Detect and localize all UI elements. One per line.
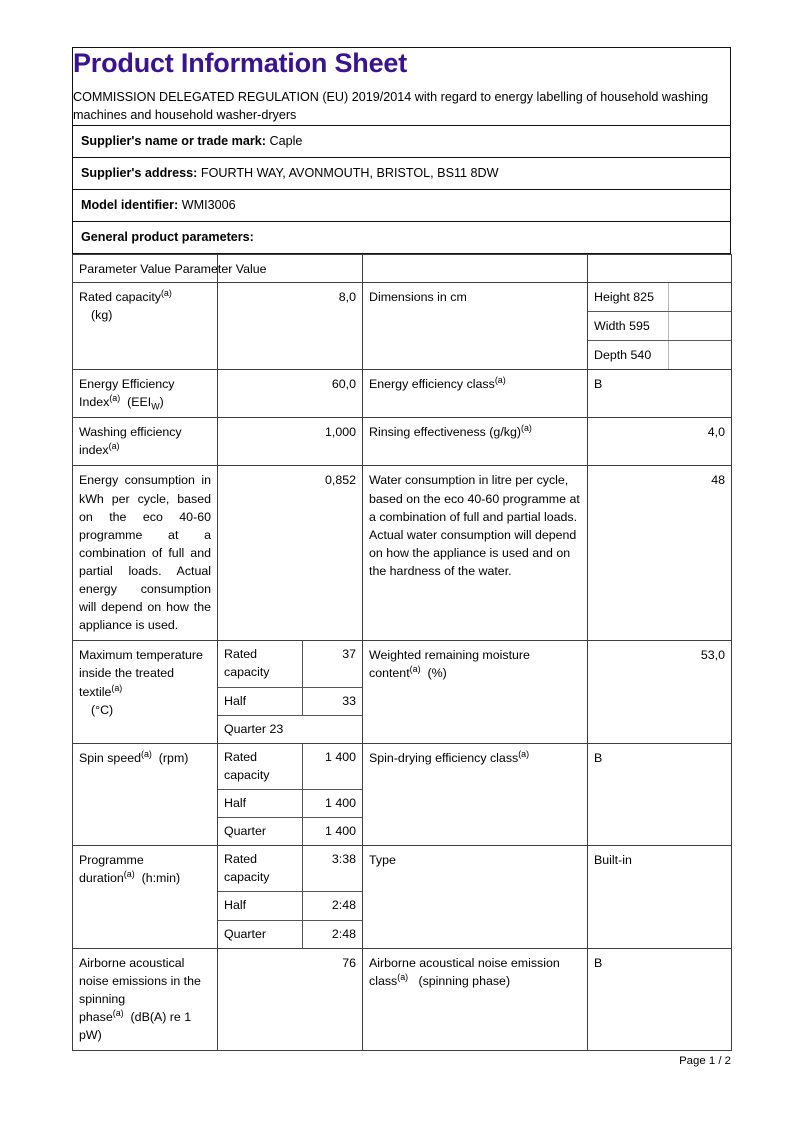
table-row-eei	[73, 369, 732, 417]
supplier-address-row	[73, 157, 731, 189]
dimension-depth-label: Depth	[594, 347, 628, 362]
column-header-row	[73, 254, 732, 282]
document-page	[72, 47, 731, 1051]
moisture-content-footnote: (a)	[409, 664, 421, 675]
rated-capacity-footnote: (a)	[160, 287, 172, 298]
dimensions-table	[588, 283, 731, 369]
type-value: Built-in	[588, 846, 732, 948]
general-parameters-cell	[73, 221, 731, 253]
max-temperature-param	[73, 641, 218, 743]
rinsing-effectiveness-param	[363, 418, 588, 466]
subrow-duration-rated-capacity-value: 3:38	[303, 846, 363, 892]
page-number: Page 1 / 2	[679, 1055, 731, 1067]
table-row-washing-efficiency	[73, 418, 732, 466]
dimensions-value-cell	[588, 282, 732, 369]
subrow-spin-rated-capacity-value: 1 400	[303, 744, 363, 790]
table-row-airborne-noise	[73, 948, 732, 1051]
airborne-noise-unit: (dB(A) re 1 pW)	[79, 1010, 192, 1043]
supplier-address-label: Supplier's address:	[81, 165, 198, 180]
model-identifier-label: Model identifier:	[81, 197, 179, 212]
dimensions-param: Dimensions in cm	[363, 282, 588, 369]
supplier-address-value: FOURTH WAY, AVONMOUTH, BRISTOL, BS11 8DW	[200, 165, 499, 180]
spin-speed-unit: (rpm)	[158, 750, 189, 765]
dimension-height-label: Height	[594, 289, 630, 304]
max-temperature-subtable-cell	[218, 641, 363, 743]
washing-efficiency-value: 1,000	[218, 418, 363, 466]
energy-class-param	[363, 369, 588, 417]
spin-drying-class-label: Spin-drying efficiency class	[369, 750, 519, 765]
washing-efficiency-footnote: (a)	[108, 441, 120, 452]
noise-class-param	[363, 948, 588, 1051]
moisture-content-value: 53,0	[588, 641, 732, 743]
title-cell	[73, 48, 731, 126]
table-row-spin-speed	[73, 743, 732, 845]
eei-suffix2: )	[159, 395, 164, 410]
dimension-row-depth	[588, 340, 731, 369]
supplier-name-label: Supplier's name or trade mark:	[81, 133, 266, 148]
noise-class-value: B	[588, 948, 732, 1051]
spin-drying-class-value: B	[588, 743, 732, 845]
dimension-width-spill	[669, 311, 732, 340]
dimension-height-value: 825	[633, 289, 654, 304]
subrow-quarter	[218, 715, 362, 743]
supplier-address-cell	[73, 157, 731, 189]
energy-consumption-value: 0,852	[218, 466, 363, 641]
programme-duration-unit: (h:min)	[141, 871, 181, 886]
table-row-rated-capacity	[73, 282, 732, 369]
subrow-half	[218, 687, 362, 715]
airborne-noise-footnote: (a)	[112, 1007, 124, 1018]
column-header-spacer-3	[588, 254, 732, 282]
subrow-spin-quarter-label: Quarter	[218, 818, 303, 846]
subrow-rated-capacity-label: Rated capacity	[218, 641, 303, 687]
supplier-name-value: Caple	[269, 133, 303, 148]
washing-efficiency-param	[73, 418, 218, 466]
moisture-content-param	[363, 641, 588, 743]
max-temperature-footnote: (a)	[111, 682, 123, 693]
subrow-quarter-label: Quarter	[224, 721, 267, 736]
dimension-row-height	[588, 283, 731, 312]
subrow-spin-rated-capacity	[218, 744, 362, 790]
energy-class-footnote: (a)	[494, 374, 506, 385]
subrow-spin-quarter-value: 1 400	[303, 818, 363, 846]
spin-speed-param	[73, 743, 218, 845]
type-param: Type	[363, 846, 588, 948]
general-parameters-row	[73, 221, 731, 253]
supplier-name-row	[73, 125, 731, 157]
page-footer	[72, 1055, 731, 1067]
airborne-noise-param	[73, 948, 218, 1051]
rated-capacity-param	[73, 282, 218, 369]
rated-capacity-label: Rated capacity	[79, 289, 161, 304]
airborne-noise-value: 76	[218, 948, 363, 1051]
subrow-spin-half-value: 1 400	[303, 790, 363, 818]
subrow-quarter-value: 23	[269, 721, 284, 736]
rated-capacity-value: 8,0	[218, 282, 363, 369]
rated-capacity-unit: (kg)	[91, 307, 113, 322]
spin-drying-class-footnote: (a)	[518, 748, 530, 759]
eei-value: 60,0	[218, 369, 363, 417]
column-header-cell	[73, 254, 267, 282]
subrow-spin-quarter	[218, 818, 362, 846]
header-table	[72, 47, 731, 254]
max-temperature-label: Maximum temperature inside the treated textile	[79, 648, 203, 699]
spin-speed-subtable-cell	[218, 743, 363, 845]
washing-efficiency-label: Washing efficiency index	[79, 425, 182, 458]
subrow-duration-quarter-value: 2:48	[303, 920, 363, 948]
dimension-height-spill	[669, 283, 732, 312]
subrow-duration-half-value: 2:48	[303, 892, 363, 920]
page-title: Product Information Sheet	[73, 48, 408, 78]
model-identifier-row	[73, 189, 731, 221]
spin-speed-footnote: (a)	[141, 748, 152, 759]
subrow-duration-half	[218, 892, 362, 920]
energy-class-label: Energy efficiency class	[369, 376, 495, 391]
programme-duration-param	[73, 846, 218, 948]
programme-duration-label: Programme duration	[79, 853, 144, 886]
dimension-depth-value: 540	[630, 347, 652, 362]
subrow-half-label: Half	[218, 687, 303, 715]
eei-suffix: (EEI	[127, 395, 152, 410]
eei-subscript: W	[151, 401, 160, 412]
dimension-depth	[588, 340, 669, 369]
energy-consumption-param: Energy consumption in kWh per cycle, based on the eco 40-60 programme at a combination of full and partial loads. Actual energy consumption will depend on how the appliance is used.	[73, 466, 218, 641]
model-identifier-value: WMI3006	[181, 197, 236, 212]
max-temperature-unit: (°C)	[91, 702, 114, 717]
subrow-spin-half	[218, 790, 362, 818]
eei-param	[73, 369, 218, 417]
noise-class-unit: (spinning phase)	[418, 973, 511, 988]
title-band	[73, 48, 731, 126]
moisture-content-label: Weighted remaining moisture content	[369, 648, 530, 681]
rinsing-effectiveness-footnote: (a)	[520, 423, 532, 434]
subrow-spin-half-label: Half	[218, 790, 303, 818]
water-consumption-param: Water consumption in litre per cycle, based on the eco 40-60 programme at a combination of full and partial loads. Actual water consumption will depend on how the appliance is used and on the hardness of the water.	[363, 466, 588, 641]
subrow-duration-quarter	[218, 920, 362, 948]
dimension-height	[588, 283, 669, 312]
eei-footnote: (a)	[109, 392, 121, 403]
dimension-width	[588, 311, 669, 340]
noise-class-footnote: (a)	[397, 971, 409, 982]
subrow-quarter-cell	[218, 715, 362, 743]
subrow-duration-rated-capacity	[218, 846, 362, 892]
programme-duration-subtable	[218, 846, 362, 947]
subrow-half-value: 33	[303, 687, 363, 715]
table-row-max-temperature	[73, 641, 732, 743]
general-parameters-label: General product parameters:	[81, 229, 254, 244]
spin-speed-label: Spin speed	[79, 750, 142, 765]
column-header-spacer-2	[363, 254, 588, 282]
subrow-spin-rated-capacity-label: Rated capacity	[218, 744, 303, 790]
subrow-rated-capacity-value: 37	[303, 641, 363, 687]
programme-duration-footnote: (a)	[123, 869, 135, 880]
water-consumption-value: 48	[588, 466, 732, 641]
regulation-subtitle: COMMISSION DELEGATED REGULATION (EU) 2019/2014 with regard to energy labelling of household washing machines and household washer-dryers	[73, 89, 709, 122]
subrow-duration-half-label: Half	[218, 892, 303, 920]
eei-label: Energy Efficiency Index	[79, 376, 175, 410]
airborne-noise-label: Airborne acoustical noise emissions in the spinning phase	[79, 955, 201, 1025]
max-temperature-subtable	[218, 641, 362, 742]
dimension-width-label: Width	[594, 318, 626, 333]
column-header-text: Parameter Value Parameter Value	[79, 261, 267, 276]
subrow-rated-capacity	[218, 641, 362, 687]
dimension-width-value: 595	[629, 318, 650, 333]
energy-class-value: B	[588, 369, 732, 417]
rinsing-effectiveness-value: 4,0	[588, 418, 732, 466]
programme-duration-subtable-cell	[218, 846, 363, 948]
parameters-table	[72, 254, 732, 1052]
dimension-depth-spill	[669, 340, 732, 369]
spin-drying-class-param	[363, 743, 588, 845]
table-row-energy-consumption	[73, 466, 732, 641]
dimension-row-width	[588, 311, 731, 340]
subrow-duration-rated-capacity-label: Rated capacity	[218, 846, 303, 892]
subrow-duration-quarter-label: Quarter	[218, 920, 303, 948]
model-identifier-cell	[73, 189, 731, 221]
supplier-name-cell	[73, 125, 731, 157]
table-row-programme-duration	[73, 846, 732, 948]
spin-speed-subtable	[218, 744, 362, 845]
rinsing-effectiveness-label: Rinsing effectiveness (g/kg)	[369, 425, 521, 440]
noise-class-label: Airborne acoustical noise emission class	[369, 955, 560, 988]
moisture-content-unit: (%)	[427, 666, 447, 681]
